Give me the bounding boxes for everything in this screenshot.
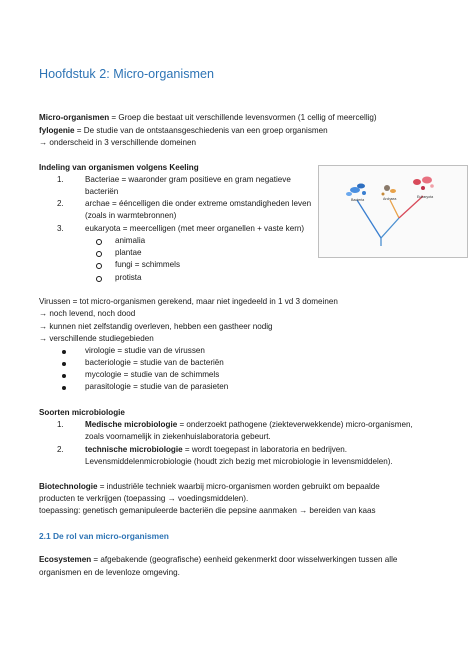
hollow-bullet-icon xyxy=(96,239,102,245)
tree-label-bacteria: Bacteria xyxy=(351,198,365,202)
archaea-illustration xyxy=(382,185,397,196)
def-domeinen: → onderscheid in 3 verschillende domeinen xyxy=(39,138,197,147)
list-number: 2. xyxy=(57,445,64,454)
list-item-cont: bacteriën xyxy=(85,187,119,196)
bullet-item: bacteriologie = studie van de bacteriën xyxy=(85,358,224,367)
list-item-medische xyxy=(85,420,413,430)
sub-list-item: protista xyxy=(115,273,142,282)
list-text: = wordt toegepast in laboratoria en bedrijven. xyxy=(182,445,348,454)
bullet-icon xyxy=(62,362,66,366)
tree-label-archaea: Archaea xyxy=(383,197,397,201)
list-text: = onderzoekt pathogene (ziekteverwekkende) micro-organismen, xyxy=(177,420,413,429)
list-number: 1. xyxy=(57,420,64,429)
virus-line: → noch levend, noch dood xyxy=(39,309,136,318)
list-number: 2. xyxy=(57,199,64,208)
virus-definition: Virussen = tot micro-organismen gerekend, maar niet ingedeeld in 1 vd 3 domeinen xyxy=(39,297,338,306)
def-text: = industriële techniek waarbij micro-organismen worden gebruikt om bepaalde xyxy=(97,482,380,491)
def-term: Ecosystemen xyxy=(39,555,92,564)
list-item: Bacteriae = waaronder gram positieve en gram negatieve xyxy=(85,175,291,184)
soorten-heading: Soorten microbiologie xyxy=(39,408,125,417)
list-item-cont: (zoals in warmtebronnen) xyxy=(85,211,177,220)
bullet-item: parasitologie = studie van de parasieten xyxy=(85,382,229,391)
hollow-bullet-icon xyxy=(96,276,102,282)
bullet-item: virologie = studie van de virussen xyxy=(85,346,205,355)
def-text: = afgebakende (geografische) eenheid gekenmerkt door wisselwerkingen tussen alle xyxy=(91,555,398,564)
virus-line: → verschillende studiegebieden xyxy=(39,334,154,343)
bullet-icon xyxy=(62,386,66,390)
def-text: = Groep die bestaat uit verschillende levensvormen (1 cellig of meercellig) xyxy=(109,113,377,122)
page-title: Hoofdstuk 2: Micro-organismen xyxy=(39,67,214,81)
list-term: technische microbiologie xyxy=(85,445,183,454)
phylogenetic-tree-figure xyxy=(318,165,468,258)
list-number: 3. xyxy=(57,224,64,233)
list-item: eukaryota = meercelligen (met meer organellen + vaste kern) xyxy=(85,224,305,233)
bullet-icon xyxy=(62,350,66,354)
hollow-bullet-icon xyxy=(96,251,102,257)
bullet-icon xyxy=(62,374,66,378)
list-item: archae = ééncelligen die onder extreme omstandigheden leven xyxy=(85,199,312,208)
list-term: Medische microbiologie xyxy=(85,420,178,429)
section-heading: 2.1 De rol van micro-organismen xyxy=(39,531,169,541)
bacteria-illustration xyxy=(346,184,366,197)
def-text: = De studie van de ontstaansgeschiedenis van een groep organismen xyxy=(74,126,328,135)
list-item-cont: Levensmiddelenmicrobiologie (houdt zich bezig met microbiologie in levensmiddelen). xyxy=(85,457,393,466)
ecosystemen-definition xyxy=(39,555,397,565)
biotech-definition xyxy=(39,482,380,492)
list-number: 1. xyxy=(57,175,64,184)
tree-label-eukaryota: Eukaryota xyxy=(417,195,434,199)
biotech-line: toepassing: genetisch gemanipuleerde bacteriën die pepsine aanmaken → bereiden van kaas xyxy=(39,506,376,515)
tree-diagram xyxy=(319,166,467,257)
sub-list-item: animalia xyxy=(115,236,146,245)
biotech-line: producten te verkrijgen (toepassing → voedingsmiddelen). xyxy=(39,494,249,503)
def-term: Biotechnologie xyxy=(39,482,98,491)
def-fylogenie xyxy=(39,126,328,136)
def-micro-organismen xyxy=(39,113,377,123)
ecosystemen-line: organismen en de levenloze omgeving. xyxy=(39,568,180,577)
sub-list-item: fungi = schimmels xyxy=(115,260,180,269)
eukaryota-illustration xyxy=(413,177,434,191)
virus-line: → kunnen niet zelfstandig overleven, hebben een gastheer nodig xyxy=(39,322,273,331)
def-term: Micro-organismen xyxy=(39,113,110,122)
hollow-bullet-icon xyxy=(96,263,102,269)
def-term: fylogenie xyxy=(39,126,75,135)
list-item-cont: zoals voornamelijk in ziekenhuislaboratoria gebeurt. xyxy=(85,432,271,441)
bullet-item: mycologie = studie van de schimmels xyxy=(85,370,220,379)
sub-list-item: plantae xyxy=(115,248,142,257)
list-item-technische xyxy=(85,445,347,455)
keeling-heading: Indeling van organismen volgens Keeling xyxy=(39,163,199,172)
